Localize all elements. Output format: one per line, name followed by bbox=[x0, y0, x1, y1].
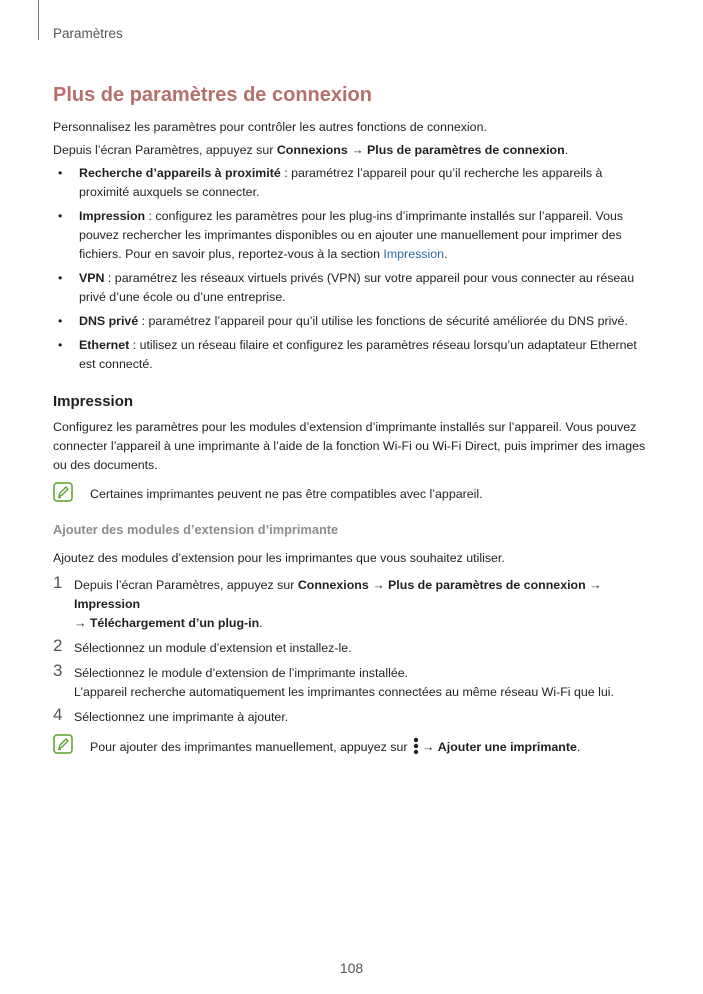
item-text: : paramétrez les réseaux virtuels privés (VPN) sur votre appareil pour vous connecter au réseau privé d’une école ou d’une entreprise. bbox=[79, 271, 635, 304]
plugins-intro: Ajoutez des modules d’extension pour les imprimantes que vous souhaitez utiliser. bbox=[53, 551, 505, 565]
more-options-icon[interactable] bbox=[413, 737, 419, 761]
list-item bbox=[53, 312, 653, 331]
item-term: Impression bbox=[79, 209, 146, 223]
header-section: Paramètres bbox=[53, 26, 123, 41]
step-number: 2 bbox=[53, 636, 63, 655]
step-text: Sélectionnez une imprimante à ajouter. bbox=[74, 710, 289, 724]
item-text: : configurez les paramètres pour les plug-ins d’imprimante installés sur l’appareil. Vous pouvez rechercher les imprimantes disponibles ou en ajouter une manuellement pour imprimer des fichiers. Pour en savoir plus, reportez-vous à la section bbox=[79, 209, 624, 261]
list-item bbox=[53, 336, 653, 374]
item-text: : paramétrez l’appareil pour qu’il recherche les appareils à proximité auxquels se connecter. bbox=[79, 166, 603, 199]
note-text: Pour ajouter des imprimantes manuellement, appuyez sur bbox=[90, 740, 411, 754]
step-number: 1 bbox=[53, 573, 63, 592]
impression-link[interactable]: Impression bbox=[383, 247, 445, 261]
item-term: Ethernet bbox=[79, 338, 130, 352]
arrow: → bbox=[372, 578, 385, 592]
item-term: VPN bbox=[79, 271, 105, 285]
period: . bbox=[564, 143, 569, 157]
note-pencil-icon bbox=[53, 482, 73, 508]
menu-path-add-printer: Ajouter une imprimante bbox=[437, 740, 577, 754]
step-item bbox=[53, 705, 653, 727]
header-rule bbox=[38, 0, 39, 40]
step-item bbox=[53, 661, 653, 702]
menu-path-download-plugin: Téléchargement d’un plug-in bbox=[89, 616, 260, 630]
step-number: 4 bbox=[53, 705, 63, 724]
bullet: • bbox=[58, 166, 63, 180]
list-item bbox=[53, 269, 653, 307]
list-item bbox=[53, 207, 653, 264]
note-add-printer bbox=[53, 737, 653, 761]
note-pencil-icon bbox=[53, 734, 73, 760]
intro-line-2 bbox=[53, 141, 653, 160]
impression-body: Configurez les paramètres pour les modules d’extension d’imprimante installés sur l’appareil. Vous pouvez connecter l’appareil à une imprimante à l’aide de la fonction Wi-Fi ou Wi-Fi Direct, puis imprimer des images ou des documents. bbox=[53, 420, 646, 472]
intro-line-1: Personnalisez les paramètres pour contrôler les autres fonctions de connexion. bbox=[53, 120, 487, 134]
step-subtext: L’appareil recherche automatiquement les imprimantes connectées au même réseau Wi-Fi que lui. bbox=[74, 685, 614, 699]
menu-path-more-settings: Plus de paramètres de connexion bbox=[367, 143, 565, 157]
step-text: Sélectionnez le module d’extension de l’imprimante installée. bbox=[74, 666, 409, 680]
bullet: • bbox=[58, 271, 63, 285]
subheading-add-plugins: Ajouter des modules d’extension d’imprimante bbox=[53, 522, 339, 537]
menu-path-connexions: Connexions bbox=[297, 578, 369, 592]
item-term: DNS privé bbox=[79, 314, 139, 328]
step-item bbox=[53, 573, 653, 633]
period: . bbox=[259, 616, 263, 630]
bullet: • bbox=[58, 314, 63, 328]
steps-list bbox=[53, 573, 653, 727]
section-heading-impression: Impression bbox=[53, 393, 134, 410]
arrow: → bbox=[351, 143, 364, 157]
arrow: → bbox=[421, 740, 435, 754]
arrow: → bbox=[74, 616, 87, 630]
page-content bbox=[53, 82, 653, 769]
step-item bbox=[53, 636, 653, 658]
period: . bbox=[576, 740, 581, 754]
bullet: • bbox=[58, 338, 63, 352]
period: . bbox=[444, 247, 448, 261]
menu-path-more-settings: Plus de paramètres de connexion bbox=[388, 578, 586, 592]
menu-path-connexions: Connexions bbox=[276, 143, 348, 157]
item-term: Recherche d’appareils à proximité bbox=[79, 166, 281, 180]
arrow: → bbox=[589, 578, 602, 592]
page-title: Plus de paramètres de connexion bbox=[53, 84, 372, 106]
list-item bbox=[53, 164, 653, 202]
note-compatibility bbox=[53, 485, 653, 505]
settings-list bbox=[53, 164, 653, 374]
page-number: 108 bbox=[339, 960, 364, 976]
step-text: Sélectionnez un module d’extension et installez-le. bbox=[74, 641, 352, 655]
menu-path-impression: Impression bbox=[74, 597, 141, 611]
item-text: : utilisez un réseau filaire et configurez les paramètres réseau lorsqu’un adaptateur Ethernet est connecté. bbox=[79, 338, 637, 371]
bullet: • bbox=[58, 209, 63, 223]
item-text: : paramétrez l’appareil pour qu’il utilise les fonctions de sécurité améliorée du DNS privé. bbox=[138, 314, 628, 328]
note-text: Certaines imprimantes peuvent ne pas être compatibles avec l’appareil. bbox=[90, 487, 483, 501]
step-text: Depuis l’écran Paramètres, appuyez sur bbox=[74, 578, 298, 592]
step-number: 3 bbox=[53, 661, 63, 680]
intro-text: Depuis l’écran Paramètres, appuyez sur bbox=[53, 143, 277, 157]
